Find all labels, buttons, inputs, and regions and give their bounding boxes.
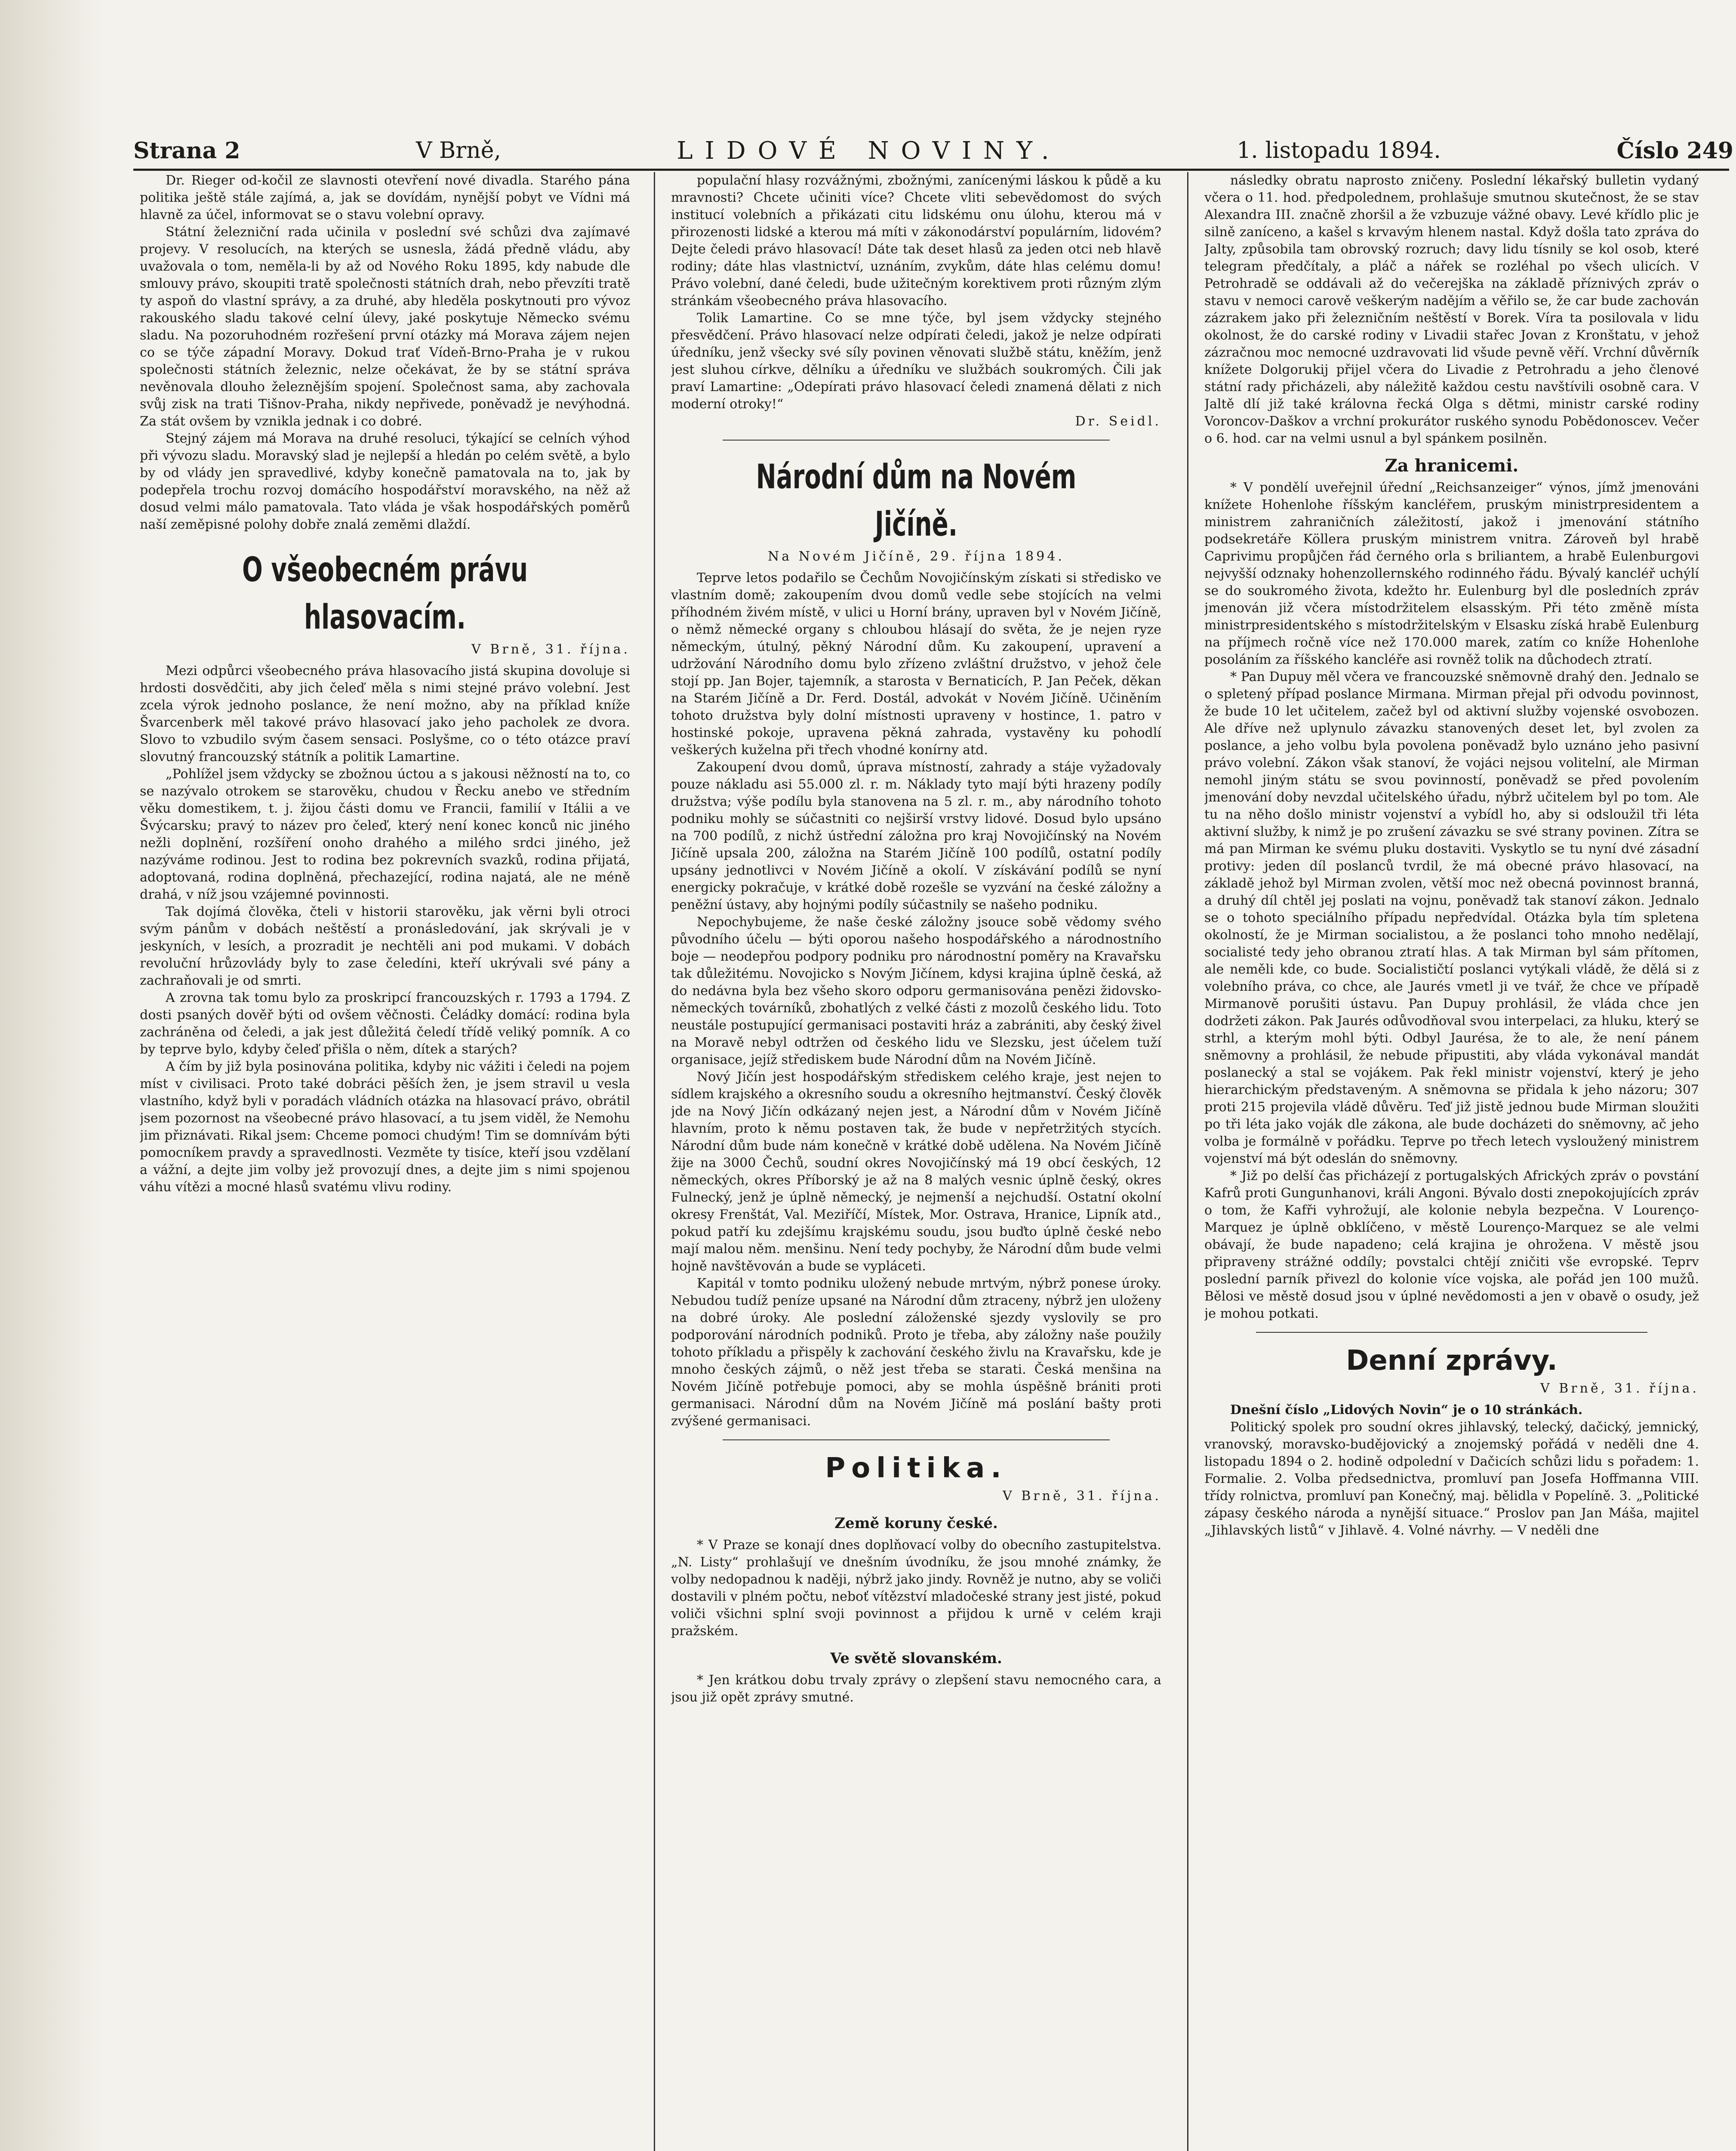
newspaper-title: LIDOVÉ NOVINY. (677, 136, 1061, 165)
article-paragraph: „Pohlížel jsem vždycky se zbožnou úctou a s jakousi něžností na to, co se nazývalo otrokem se starověku, chudou v Řecku anebo ve středním věku domestikem, t. j. žijou části domu ve Francii, familií v Itálii a ve Švýcarsku; pravý to název pro čeleď, který není konec konců nic jiného nežli doplnění, rozšíření onoho drahého a milého srdci jiného, jež nazýváme rodinou. Jest to rodina bez pokrevních svazků, rodina přijatá, adoptovaná, rodina doplněná, přechazející, rodina najatá, ale ne méně drahá, v níž jsou vzájemné povinnosti. (140, 767, 630, 902)
article-separator (1256, 1332, 1647, 1333)
header-rule (133, 169, 1729, 171)
article-paragraph: A čím by již byla posinována politika, kdyby nic vážiti i čeledi na pojem míst v civilisaci. Proto také dobráci pěších žen, je jsem stravil u vesla vlastního, když byli v poradách vládních otázka na hlasovací právo, obrátil jsem pozornost na všeobecné právo hlasovací, a tu jsem viděl, že Nemohu jim přiznávati. Rikal jsem: Chceme pomoci chudým! Tim se domnívám býti pomocníkem pravdy a spravedlnosti. Vezměte ty tisíce, kteří jsou vzdělaní a vážní, a dejte jim volby jež provozují dnes, a dejte jim s nimi spojenou váhu vítězi a mocné hlasů svatému vlivu rodiny. (140, 1059, 630, 1195)
article-paragraph: Nový Jičín jest hospodářským střediskem celého kraje, jest nejen to sídlem krajského a okresního soudu a okresního hejtmanství. Český člověk jde na Nový Jičín odkázaný nejen jest, a Národní dům v Novém Jičíně hlavním, proto k němu postaven tak, že bude v nepřetržitých stycích. Národní dům bude nám konečně v krátké době udělena. Na Novém Jičíně žije na 3000 Čechů, soudní okres Novojičínský má 19 obcí českých, 12 německých, okres Příborský je až na 8 malých vesnic úplně český, okres Fulnecký, jenž je úplně německý, je nejmenší a nejchudší. Ostatní okolní okresy Frenštát, Val. Meziříčí, Místek, Mor. Ostrava, Hranice, Lipník atd., pokud patří ku zdejšímu krajskému soudu, jsou buďto úplně české nebo mají malou něm. menšinu. Není tedy pochyby, že Národní dům bude velmi hojně navštěvován a bude se vypláceti. (671, 1069, 1161, 1274)
article-separator (723, 440, 1110, 441)
column-divider-1 (654, 172, 655, 2151)
article-paragraph: Nepochybujeme, že naše české záložny jsouce sobě vědomy svého původního účelu — býti oporou našeho hospodářského a národnostního boje — neodepřou podpory podniku pro národnostní poměry na Kravařsku tak důležitému. Novojicko s Novým Jičínem, kdysi krajina úplně česká, až do nedávna byla bez všeho skoro odporu germanisována penězi židovsko-německých továrníků, zbohatlých z velké části z mozolů českého lidu. Toto neustále postupující germanisaci postaviti hráz a zabrániti, aby český živel na Moravě nebyl odtržen od českého lidu ve Slezsku, jest účelem tuží organisace, jejíž střediskem bude Národní dům na Novém Jičíně. (671, 915, 1161, 1067)
page-header (133, 129, 1733, 172)
subheading-czech-lands: Země koruny české. (834, 1515, 998, 1532)
article-paragraph: * Pan Dupuy měl včera ve francouzské sněmovně drahý den. Jednalo se o spletený případ poslance Mirmana. Mirman přejal při odvodu povinnost, že bude 10 let učitelem, začež byl od aktivní služby vojenské osvobozen. Ale dříve než uplynulo závazku stanovených deset let, byl zvolen za poslance, a jeho volbu byla povolena poněvadž bylo uznáno jeho pasivní právo volební. Zákon však stanoví, že vojáci nejsou volitelní, ale Mirman nemohl jiným státu se svou povinností, poněvadž se před povolením jmenování doby nevzdal učitelského úřadu, nýbrž učitelem byl po tom. Ale tu na něho došlo ministr vojenství a vybídl ho, aby si odsloužil tři léta aktivní služby, k nimž je po zrušení závazku se své strany povinen. Zítra se má pan Mirman ke svému pluku dostaviti. Vyskytlo se tu nyní dvé zásadní protivy: jeden díl poslanců tvrdil, že má obecné právo hlasovací, na základě jehož byl Mirman zvolen, větší moc než obecná povinnost branná, a druhý díl chtěl jej poslati na vojnu, poněvadž tak stanoví zákon. Jednalo se o tohoto speciálního případu nepředvídal. Otázka byla tím spletena okolností, že je Mirman socialistou, a že poslanci toho mnoho nedělají, socialisté tedy jeho obranou ztratí hlas. A tak Mirman byl sám přítomen, ale neměli kde, co bude. Socialističtí poslanci vytýkali vládě, že dělá si z volebního práva, co chce, ale Jaurés vmetl ji ve tvář, že chce ve případě Mirmanově porušiti ústavu. Pan Dupuy prohlásil, že vláda chce jen dodržeti zákon. Pak Jaurés odůvodňoval svou interpelaci, za hluku, který se strhl, a kterým mohl býti. Odbyl Jaurésa, že to ale, že není pánem sněmovny a prohlásil, že nebude připustiti, aby vláda vykonával mandát poslanecký a stal se vojákem. Pak řekl ministr vojenství, který je jeho hierarchickým představeným. A sněmovna se přidala k jeho názoru; 307 proti 215 projevila vládě důvěru. Teď již jistě jednou bude Mirman sloužiti po tři léta jako voják dle zákona, ale bude docházeti do sněmovny, ač jeho volba je formálně v pořádku. Teprve po třech letech vysloužený ministrem vojenství má být odeslán do sněmovny. (1204, 669, 1699, 1166)
article-paragraph: Stejný zájem má Morava na druhé resoluci, týkající se celních výhod při vývozu sladu. Moravský slad je nejlepší a hledán po celém světě, a bylo by od vlády jen spravedlivé, kdyby konečně pamatovala na to, jak by podepřela trochu rozvoj domácího hospodářství moravského, na něž až dosud velmi málo pamatovala. Tato vláda je však hospodářských poměrů naší zeměpisné polohy dobře znalá zeměmi dlaždí. (140, 431, 630, 532)
article-paragraph: následky obratu naprosto zničeny. Poslední lékařský bulletin vydaný včera o 11. hod. předpolednem, prohlašuje smutnou skutečnost, že se stav Alexandra III. značně zhoršil a že vzbuzuje vážné obavy. Levé křídlo plic je silně zaníceno, a kašel s krvavým hlenem nastal. Když došla tato zpráva do Jalty, způsobila tam obrovský rozruch; davy lidu tísnily se kol osob, které telegram předčítaly, a pláč a nářek se rozléhal po všech ulicích. V Petrohradě se oddávali až do večerejška na základě příznivých zpráv o stavu v nemoci carově veškerým nadějím a věřilo se, že car bude zachován zázrakem jako při železničním neštěstí v Borek. Víra ta posilovala v lidu okolnost, že do carské rodiny v Livadii stařec Jovan z Kronštatu, v jehož zázračnou moc nemocné uzdravovati lid všude pevně věří. Vrchní důvěrník knížete Dolgorukij přijel včera do Livadie z Petrohradu a jeho členové státní rady přicházeli, aby náležitě každou cestu navštívili osobně cara. V Jaltě dlí již také královna řecká Olga s dětmi, ministr carské rodiny Voroncov-Daškov a vrchní prokurátor ruského synodu Pobědonoscev. Večer o 6. hod. car na velmi usnul a byl spánkem posilněn. (1204, 173, 1699, 446)
section-heading-abroad: Za hranicemi. (1385, 456, 1519, 476)
article-paragraph: * V pondělí uveřejnil úřední „Reichsanzeiger“ výnos, jímž jmenováni knížete Hohenlohe říšským kancléřem, pruským ministrpresidentem a ministrem zahraničních záležitostí, jakož i jmenování státního podsekretáře Köllera pruským ministrem vnitra. Zároveň byl hrabě Caprivimu propůjčen řád černého orla s briliantem, a hrabě Eulenburgovi nejvyšší odznaky hohenzollernského rodinného řádu. Bývalý kancléř uchýlí se do soukromého života, kdežto hr. Eulenburg byl dle posledních zpráv jmenován již včera místodržitelem elsasským. Při této změně místa ministrpresidentského s místodržitelským v Elsasku získá hrabě Eulenburg na příjmech ročně více než 170.000 marek, zatím co kníže Hohenlohe posoláním za říšského kancléře asi rovněž tolik na důchodech ztratí. (1204, 480, 1699, 667)
article-paragraph: populační hlasy rozvážnými, zbožnými, zanícenými láskou k půdě a ku mravnosti? Chcete učiniti více? Chcete vliti sebevědomost do svých institucí volebních a přikázati citu lidskému onu úlohu, kterou má v přirozenosti lidské a kterou má míti v zákonodárství populárním, lidovém? Dejte čeledi právo hlasovací! Dáte tak deset hlasů za jeden otci neb hlavě rodiny; dáte hlas vlastnictví, uznáním, zvykům, dáte hlas celému domu! Právo volební, dané čeledi, bude užitečným korektivem proti různým zlým stránkám všeobecného práva hlasovacího. (671, 173, 1161, 308)
headline-suffrage: O všeobecném právu hlasovacím. (242, 551, 528, 637)
dateline-national-house: Na Novém Jičíně, 29. října 1894. (768, 549, 1065, 564)
column-1 (140, 172, 630, 2151)
dateline-politics: V Brně, 31. října. (1003, 1488, 1161, 1504)
article-paragraph: Dr. Rieger od-kočil ze slavnosti otevření nové divadla. Starého pána politika ještě stále zajímá, a, jak se dovídám, nynější pobyt ve Vídni má hlavně za účel, informovat se o stavu volební opravy. (140, 173, 630, 222)
column-divider-2 (1187, 172, 1188, 2151)
article-paragraph: * Jen krátkou dobu trvaly zprávy o zlepšení stavu nemocného cara, a jsou již opět zprávy smutné. (671, 1673, 1161, 1705)
section-heading-daily-news: Denní zprávy. (1346, 1345, 1557, 1377)
article-paragraph: Státní železniční rada učinila v poslední své schůzi dva zajímavé projevy. V resolucích, na kterých se usnesla, žádá předně vládu, aby uvažovala o tom, neměla-li by až od Nového Roku 1895, kdy nabude dle smlouvy právo, skoupiti tratě společnosti státních drah, nebo převzíti tratě ty aspoň do vlastní správy, a za druhé, aby hleděla poskytnouti pro vývoz rakouského sladu takové celní úlevy, jaké poskytuje Německo svému sladu. Na pozoruhodném rozřešení první otázky má Morava zájem nejen co se týče západní Moravy. Dokud trať Vídeň-Brno-Praha je v rukou společnosti státních železnic, nelze očekávat, že by se státní správa nevěnovala dlouho železnějším spojení. Společnost sama, aby zachovala svůj zisk na trati Tišnov-Praha, nikdy nepřivede, poněvadž je nevýhodná. Za stát ovšem by vznikla jednak i co dobré. (140, 225, 630, 429)
article-paragraph: A zrovna tak tomu bylo za proskripcí francouzských r. 1793 a 1794. Z dosti psaných dověř býti od ovšem věčnosti. Čeládky domácí: rodina byla zachráněna od čeledi, a jak jest důležitá čeledí třídě veliký pomník. A co by teprve bylo, kdyby čeleď přišla o něm, dítek a starých? (140, 990, 630, 1057)
header-place: V Brně, (416, 138, 501, 163)
header-date: 1. listopadu 1894. (1237, 138, 1441, 163)
article-paragraph: Zakoupení dvou domů, úprava místností, zahrady a stáje vyžadovaly pouze nákladu asi 55.000 zl. r. m. Náklady tyto mají býti hrazeny podíly družstva; výše podílu byla stanovena na 5 zl. r. m., aby národního tohoto podniku mohly se súčastniti co nejširší vrstvy lidové. Dosud bylo upsáno na 700 podílů, z nichž ústřední záložna pro kraj Novojičínský na Novém Jičíně upsala 200, záložna na Starém Jičíně 100 podílů, ostatní podíly upsány jednotlivci v Novém Jičíně a okolí. V získávání podílů se nyní energicky pokračuje, v krátké době rozešle se vyzvání na české záložny a peněžní ústavy, aby hojnými podíly súčastnily se našeho podniku. (671, 760, 1161, 912)
article-paragraph: Kapitál v tomto podniku uložený nebude mrtvým, nýbrž ponese úroky. Nebudou tudíž peníze upsané na Národní dům ztraceny, nýbrž jen uloženy na dobré úroky. Ale poslední záloženské sjezdy vyslovily se pro podporování národních podniků. Proto je třeba, aby záložny naše použily tohoto příkladu a přispěly k zachování českého živlu na Kravařsku, kde je mnoho českých zájmů, o něž jest třeba se starati. Česká menšina na Novém Jičíně potřebuje pomoci, aby se mohla úspěšně brániti proti germanisaci. Národní dům na Novém Jičíně má poslání bašty proti zvýšené germanisaci. (671, 1276, 1161, 1429)
column-3 (1204, 172, 1699, 2151)
headline-national-house: Národní dům na Novém Jičíně. (756, 458, 1077, 544)
article-paragraph: Politický spolek pro soudní okres jihlavský, telecký, dačický, jemnický, vranovský, moravsko-budějovický a znojemský pořádá v neděli dne 4. listopadu 1894 o 2. hodině odpolední v Dačicích schůzi lidu s pořadem: 1. Formalie. 2. Volba předsednictva, promluví pan Josefa Hoffmanna VIII. třídy rolnictva, promluví pan Konečný, maj. bělidla v Popelíně. 3. „Politické zápasy českého národa a nynější situace.“ Proslov pan Jan Máša, majitel „Jihlavských listů“ v Jihlavě. 4. Volné návrhy. — V neděli dne (1204, 1420, 1699, 1538)
article-paragraph: * Již po delší čas přicházejí z portugalských Afrických zpráv o povstání Kafrů proti Gungunhanovi, králi Angoni. Bývalo dosti znepokojujících zpráv o tom, že Kafři vyhrožují, ale kolonie nebyla bezpečna. V Lourenço-Marquez je úplně obklíčeno, v městě Lourenço-Marquez se ale velmi obávají, že bude napadeno; celá krajina je ohrožena. V městě jsou připraveny strážné oddíly; povstalci chtějí zničiti vše evropské. Teprv poslední parník přivezl do kolonie více vojska, ale pořád jen 100 mužů. Bělosi ve městě dosud jsou v úplné nevědomosti a jen v obavě o osudy, jež je mohou potkati. (1204, 1168, 1699, 1321)
author-signature: Dr. Seidl. (1075, 414, 1161, 429)
page-edge-shadow (0, 0, 103, 2151)
issue-number: Číslo 249 (1616, 137, 1733, 164)
article-paragraph: Tak dojímá člověka, čteli v historii starověku, jak věrni byli otroci svým pánům v dobách neštěstí a pronásledování, jak skrývali je v jeskyních, v lesích, a prozradit je nechtěli ani pod mukami. V dobách revoluční hrůzovlády byly to zase čeledíni, kteří ukrývali své pány a zachraňovali je od smrti. (140, 904, 630, 988)
column-2 (671, 172, 1161, 2151)
article-paragraph: Dnešní číslo „Lidových Novin“ je o 10 stránkách. (1230, 1402, 1583, 1418)
dateline-suffrage: V Brně, 31. října. (471, 642, 630, 657)
subheading-slavic-world: Ve světě slovanském. (830, 1650, 1002, 1667)
article-paragraph: Teprve letos podařilo se Čechům Novojičínským získati si středisko ve vlastním domě; zakoupením dvou domů vedle sebe stojících na velmi příhodném živém místě, v ulici u Horní brány, upraven byl v Novém Jičíně, o němž německé organy s chloubou hlásají do světa, že je nejen ryze německým, útulný, pěkný Národní dům. Ku zakoupení, upravení a udržování Národního domu bylo zřízeno zvláštní družstvo, v jehož čele stojí pp. Jan Bojer, tajemník, a starosta v Bernaticích, P. Jan Peček, děkan na Starém Jičíně a Dr. Ferd. Dostál, advokát v Novém Jičíně. Učiněním tohoto družstva byly dolní místnosti upraveny v hostince, 1. patro v hostinské pokoje, upravena pěkná zahrada, vystavěny ku pohodlí veškerých kuželna při třech vhodné konírny atd. (671, 570, 1161, 758)
article-paragraph: Mezi odpůrci všeobecného práva hlasovacího jistá skupina dovoluje si hrdosti dosvědčiti, aby jich čeleď měla s nimi stejné právo volební. Jest zcela výrok jednoho poslance, že není možno, aby na příklad kníže Švarcenberk měl takové právo hlasovací jako jeho pacholek ze dvora. Slovo to vzbudilo svým časem sensaci. Poslyšme, co o této otázce praví slovutný francouzský státník a politik Lamartine. (140, 663, 630, 764)
article-separator (723, 1439, 1110, 1440)
article-paragraph: Tolik Lamartine. Co se mne týče, byl jsem vždycky stejného přesvědčení. Právo hlasovací nelze odpírati čeledi, jakož je nelze odpírati úředníku, jenž všecky své síly povinen věnovati službě státu, kněžím, jenž jest sluhou církve, dělníku a úředníku ve službách soukromých. Čili jak praví Lamartine: „Odepírati právo hlasovací čeledi znamená dělati z nich moderní otroky!“ (671, 311, 1161, 412)
page-number: Strana 2 (133, 137, 240, 164)
section-heading-politics: Politika. (825, 1452, 1007, 1484)
dateline-daily-news: V Brně, 31. října. (1540, 1381, 1699, 1396)
article-paragraph: * V Praze se konají dnes doplňovací volby do obecního zastupitelstva. „N. Listy“ prohlašují ve dnešním úvodníku, že jsou mnohé známky, že volby nedopadnou k naději, nýbrž jako jindy. Rovněž je nutno, aby se voliči dostavili v plném počtu, neboť vítězství mladočeské strany jest jisté, pokud voliči všichni splní svoji povinnost a přijdou k urně v celém kraji pražském. (671, 1538, 1161, 1639)
